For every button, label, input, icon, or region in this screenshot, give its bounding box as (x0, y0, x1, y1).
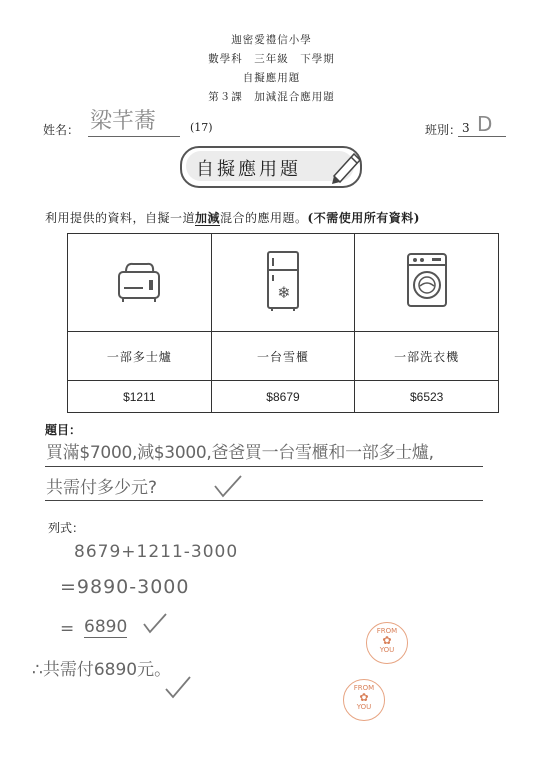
banner-title: 自擬應用題 (196, 159, 301, 180)
item-price-cell: $6523 (355, 381, 499, 413)
from-you-stamp (343, 679, 385, 721)
working-step-2: =9890-3000 (60, 576, 190, 598)
flower-icon: ✿ (359, 691, 369, 704)
washing-machine-icon (404, 252, 450, 310)
working-step-1: 8679+1211-3000 (74, 542, 239, 562)
stamp-top-word: FROM (353, 684, 375, 692)
names-row (68, 332, 499, 381)
instruction-text-after: 混合的應用題。 (220, 211, 308, 225)
from-you-stamp (366, 622, 408, 664)
class-underline (458, 136, 506, 137)
refrigerator-cell (211, 234, 355, 332)
working-label: 列式： (48, 521, 85, 535)
icons-row (68, 234, 499, 332)
school-name: 迦密愛禮信小學 (231, 34, 312, 46)
toaster-icon (113, 258, 165, 304)
instruction-emphasis: 加減 (195, 211, 221, 225)
svg-text:❄: ❄ (277, 282, 291, 302)
refrigerator-icon (263, 250, 303, 312)
checkmark-icon (164, 675, 192, 701)
item-name-cell: 一部多士爐 (68, 332, 212, 381)
item-name-cell: 一部洗衣機 (355, 332, 499, 381)
instruction (45, 209, 420, 226)
checkmark-icon (212, 474, 244, 500)
stamp-top-word: FROM (376, 627, 398, 635)
topic-line: 自擬應用題 (242, 72, 301, 84)
instruction-text-before: 利用提供的資料，自擬一道 (45, 211, 196, 225)
name-label: 姓名： (43, 123, 80, 137)
instruction-note: (不需使用所有資料) (307, 211, 420, 225)
class-label: 班別： (425, 123, 462, 137)
stamp-bottom-word: YOU (379, 646, 395, 654)
working-answer: ∴共需付6890元。 (32, 660, 172, 680)
item-price-cell: $1211 (68, 381, 212, 413)
question-line-1: 買滿$7000,減$3000,爸爸買一台雪櫃和一部多士爐, (46, 443, 434, 463)
student-name: 梁芊蕎 (90, 109, 157, 134)
toaster-cell (68, 234, 212, 332)
name-underline (88, 136, 180, 137)
class-prefix: 3 (462, 121, 470, 135)
prices-row (68, 381, 499, 413)
question-line-2: 共需付多少元? (46, 478, 158, 498)
class-value: D (477, 112, 493, 136)
washing-machine-cell (355, 234, 499, 332)
question-label: 題目： (45, 423, 82, 437)
working-step-3-prefix: = (60, 619, 75, 639)
pencil-icon (326, 146, 366, 186)
class-number: (17) (190, 121, 213, 134)
lesson-line: 第３課 加減混合應用題 (208, 91, 335, 103)
subject-line: 數學科 三年級 下學期 (208, 53, 335, 65)
question-rule-1 (45, 466, 483, 467)
flower-icon: ✿ (382, 634, 392, 647)
items-table (67, 233, 499, 413)
working-step-3: 6890 (84, 617, 128, 637)
item-name-cell: 一台雪櫃 (211, 332, 355, 381)
question-rule-2 (45, 500, 483, 501)
stamp-bottom-word: YOU (356, 703, 372, 711)
item-price-cell: $8679 (211, 381, 355, 413)
checkmark-icon (142, 612, 168, 636)
